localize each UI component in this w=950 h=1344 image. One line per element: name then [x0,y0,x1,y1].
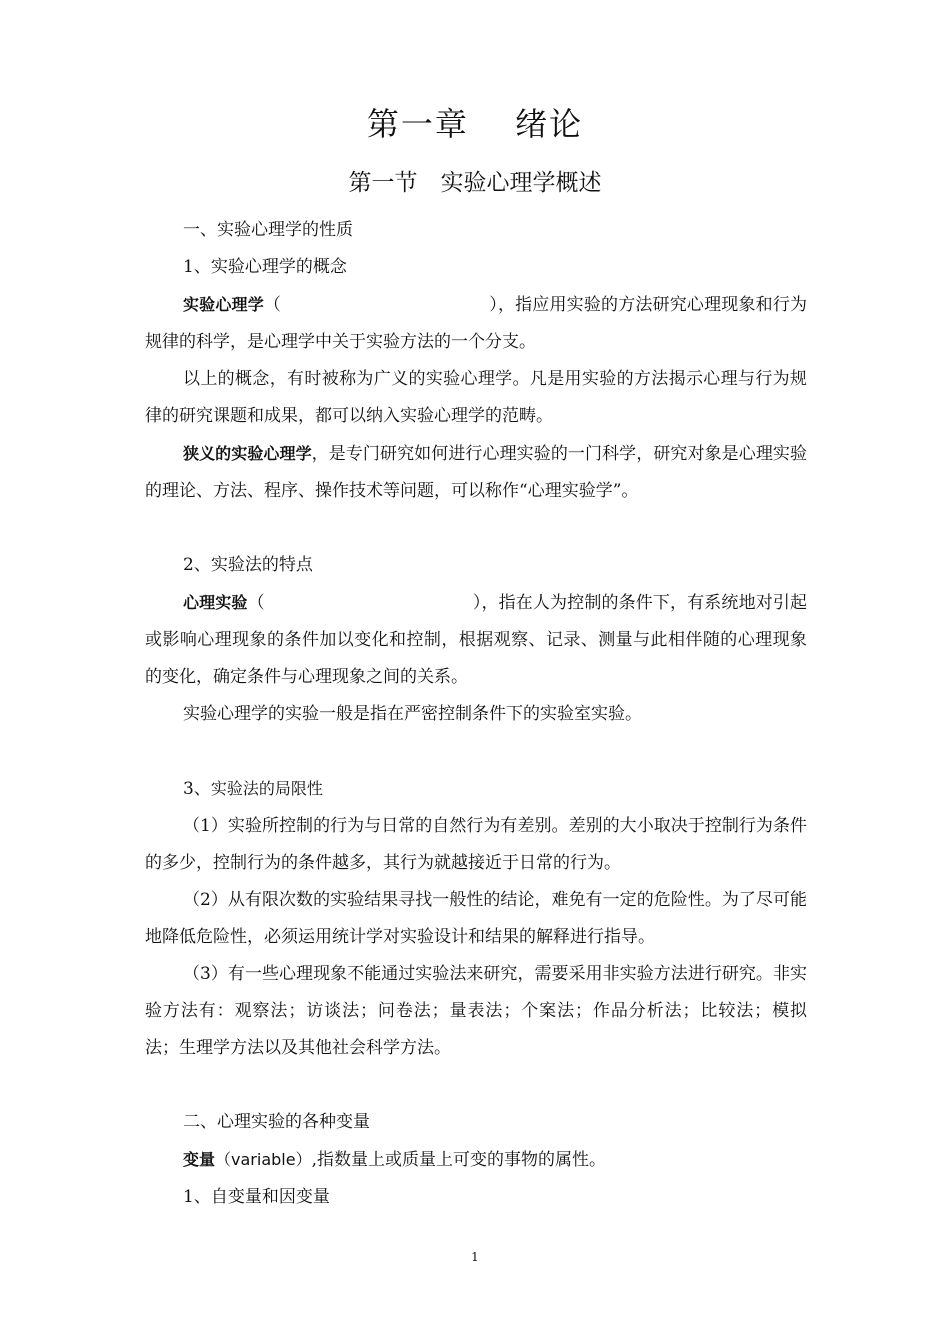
limitation-1: （1）实验所控制的行为与日常的自然行为有差别。差别的大小取决于控制行为条件的多少，控制行为的条件越多，其行为就越接近于日常的行为。 [145,816,807,873]
sub3-heading-text: 实验法的局限性 [210,779,323,798]
term-narrow-experimental-psychology: 狭义的实验心理学 [183,444,312,463]
open-paren: （ [263,295,282,315]
narrow-definition-paragraph [145,435,807,510]
part2-sub1-heading: 1、自变量和因变量 [183,1187,330,1207]
spacer [145,733,807,770]
term-psychological-experiment: 心理实验 [183,593,248,612]
variable-definition-text: ,指数量上或质量上可变的事物的属性。 [311,1150,606,1170]
term-experimental-psychology: 实验心理学 [183,295,264,314]
sub3-heading [145,770,807,808]
spacer [145,1067,807,1104]
part2-heading: 二、心理实验的各种变量 [183,1112,370,1132]
experiment-definition-text: ），指在人为控制的条件下，有系统地对引起或影响心理现象的条件加以变化和控制，根据观察、记录、测量与此相伴随的心理现象的变化，确定条件与心理现象之间的关系。 [145,593,807,687]
limitation-2: （2）从有限次数的实验结果寻找一般性的结论，难免有一定的危险性。为了尽可能地降低危险性，必须运用统计学对实验设计和结果的解释进行指导。 [145,890,807,947]
lab-experiment-paragraph: 实验心理学的实验一般是指在严密控制条件下的实验室实验。 [183,704,642,724]
variable-definition [145,1141,807,1179]
limitation-3: （3）有一些心理现象不能通过实验法来研究，需要采用非实验方法进行研究。非实验方法有：观察法；访谈法；问卷法；量表法；个案法；作品分析法；比较法；模拟法；生理学方法以及其他社会科学方法。 [145,964,807,1058]
page-number: 1 [471,1250,479,1264]
section-title: 第一节 实验心理学概述 [348,170,602,196]
definition-text: ），指应用实验的方法研究心理现象和行为规律的科学，是心理学中关于实验方法的一个分支。 [145,295,808,352]
sub1-heading: 1、实验心理学的概念 [183,257,347,277]
broad-definition-paragraph: 以上的概念，有时被称为广义的实验心理学。凡是用实验的方法揭示心理与行为规律的研究课题和成果，都可以纳入实验心理学的范畴。 [145,369,807,426]
variable-english-term: （variable） [215,1150,312,1169]
part1-heading: 一、实验心理学的性质 [183,220,353,240]
open-paren: （ [247,593,265,613]
chapter-title: 第一章 绪论 [366,105,584,143]
term-variable: 变量 [183,1150,216,1169]
sub2-heading: 2、实验法的特点 [183,555,313,575]
definition-experimental-psychology [145,286,807,361]
spacer [145,510,807,547]
document-body [145,212,807,1216]
sub3-heading-number: 3、 [183,779,211,799]
narrow-definition-text: ，是专门研究如何进行心理实验的一门科学，研究对象是心理实验的理论、方法、程序、操作技术等问题，可以称作“心理实验学”。 [145,444,807,501]
definition-psychological-experiment [145,584,807,696]
